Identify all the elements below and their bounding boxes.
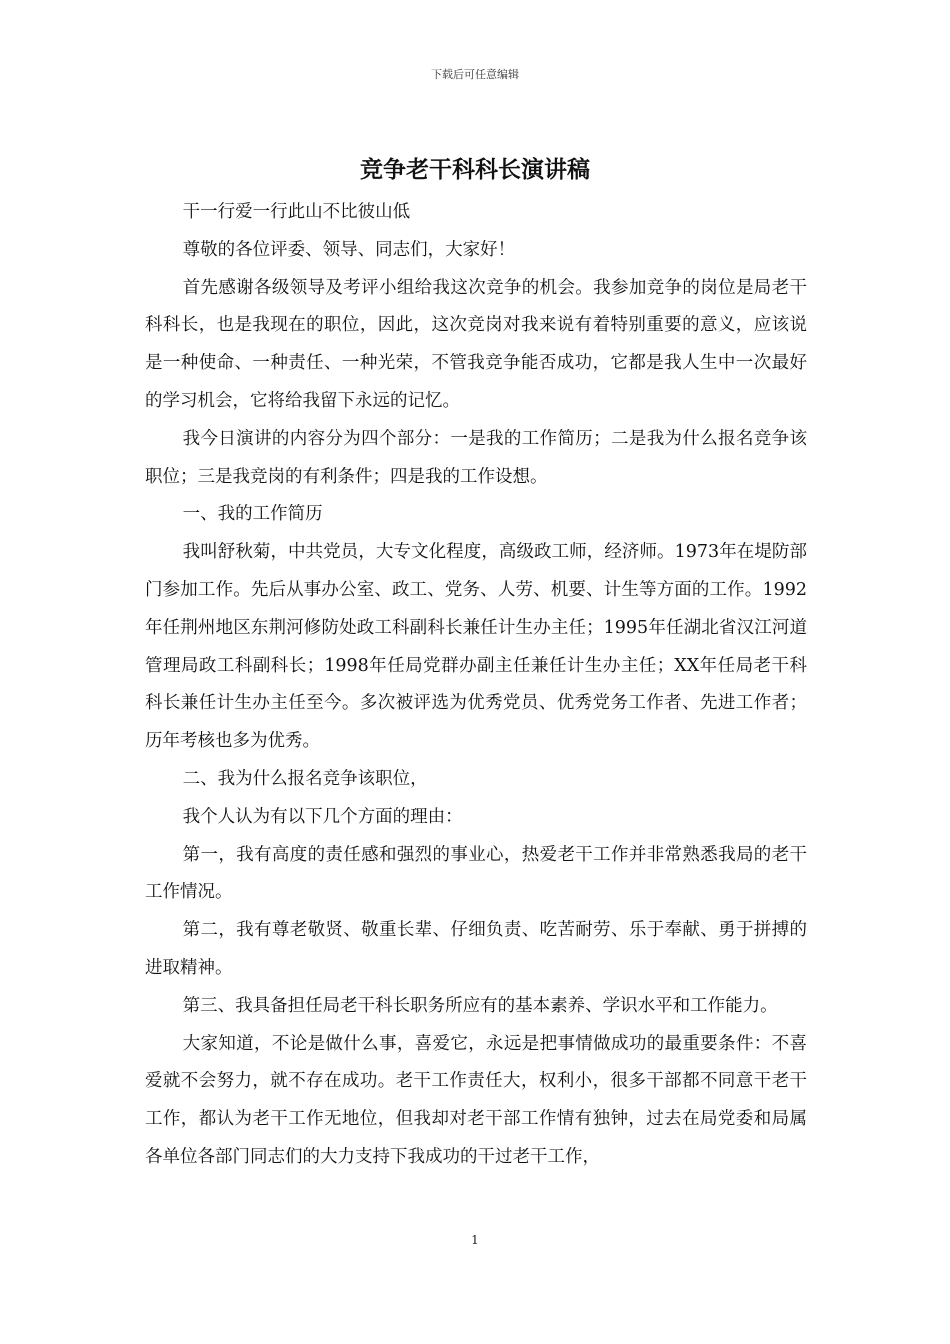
paragraph-subtitle: 干一行爱一行此山不比彼山低 [182, 202, 411, 222]
paragraph-reason-3: 第三、我具备担任局老干科长职务所应有的基本素养、学识水平和工作能力。 [182, 995, 778, 1016]
document-body [145, 194, 807, 1177]
paragraph-reason-2: 第二，我有尊老敬贤、敬重长辈、仔细负责、吃苦耐劳、乐于奉献、勇于拼搏的进取精神。 [145, 920, 807, 978]
paragraph-greeting: 尊敬的各位评委、领导、同志们，大家好！ [182, 239, 516, 260]
section-heading-1: 一、我的工作简历 [182, 504, 323, 525]
paragraph-passion: 大家知道，不论是做什么事，喜爱它，永远是把事情做成功的最重要条件：不喜爱就不会努力，就不存在成功。老干工作责任大，权利小，很多干部都不同意干老干工作，都认为老干工作无地位，但我却对老干部工作情有独钟，过去在局党委和局属各单位各部门同志们的大力支持下我成功的干过老干工作， [145, 1033, 807, 1167]
paragraph-outline: 我今日演讲的内容分为四个部分：一是我的工作简历；二是我为什么报名竞争该职位；三是我竞岗的有利条件；四是我的工作设想。 [145, 428, 807, 487]
page-number: 1 [471, 1233, 479, 1247]
section-heading-2: 二、我为什么报名竞争该职位， [182, 768, 428, 789]
paragraph-resume: 我叫舒秋菊，中共党员，大专文化程度，高级政工师，经济师。1973年在堤防部门参加工作。先后从事办公室、政工、党务、人劳、机要、计生等方面的工作。1992年任荆州地区东荆河修防处政工科副科长兼任计生办主任；1995年任湖北省汉江河道管理局政工科副科长；1998年任局党群办副主任兼任计生办主任；XX年任局老干科科长兼任计生办主任至今。多次被评选为优秀党员、优秀党务工作者、先进工作者；历年考核也多为优秀。 [145, 542, 807, 752]
page-header-note: 下载后可任意编辑 [431, 68, 519, 81]
document-title: 竞争老干科科长演讲稿 [360, 156, 590, 183]
paragraph-reason-1: 第一，我有高度的责任感和强烈的事业心，热爱老干工作并非常熟悉我局的老干工作情况。 [145, 844, 807, 903]
paragraph-intro: 首先感谢各级领导及考评小组给我这次竞争的机会。我参加竞争的岗位是局老干科科长，也是我现在的职位，因此，这次竞岗对我来说有着特别重要的意义，应该说是一种使命、一种责任、一种光荣，不管我竞争能否成功，它都是我人生中一次最好的学习机会，它将给我留下永远的记忆。 [145, 277, 807, 411]
paragraph-reasons-lead: 我个人认为有以下几个方面的理由： [182, 806, 463, 827]
